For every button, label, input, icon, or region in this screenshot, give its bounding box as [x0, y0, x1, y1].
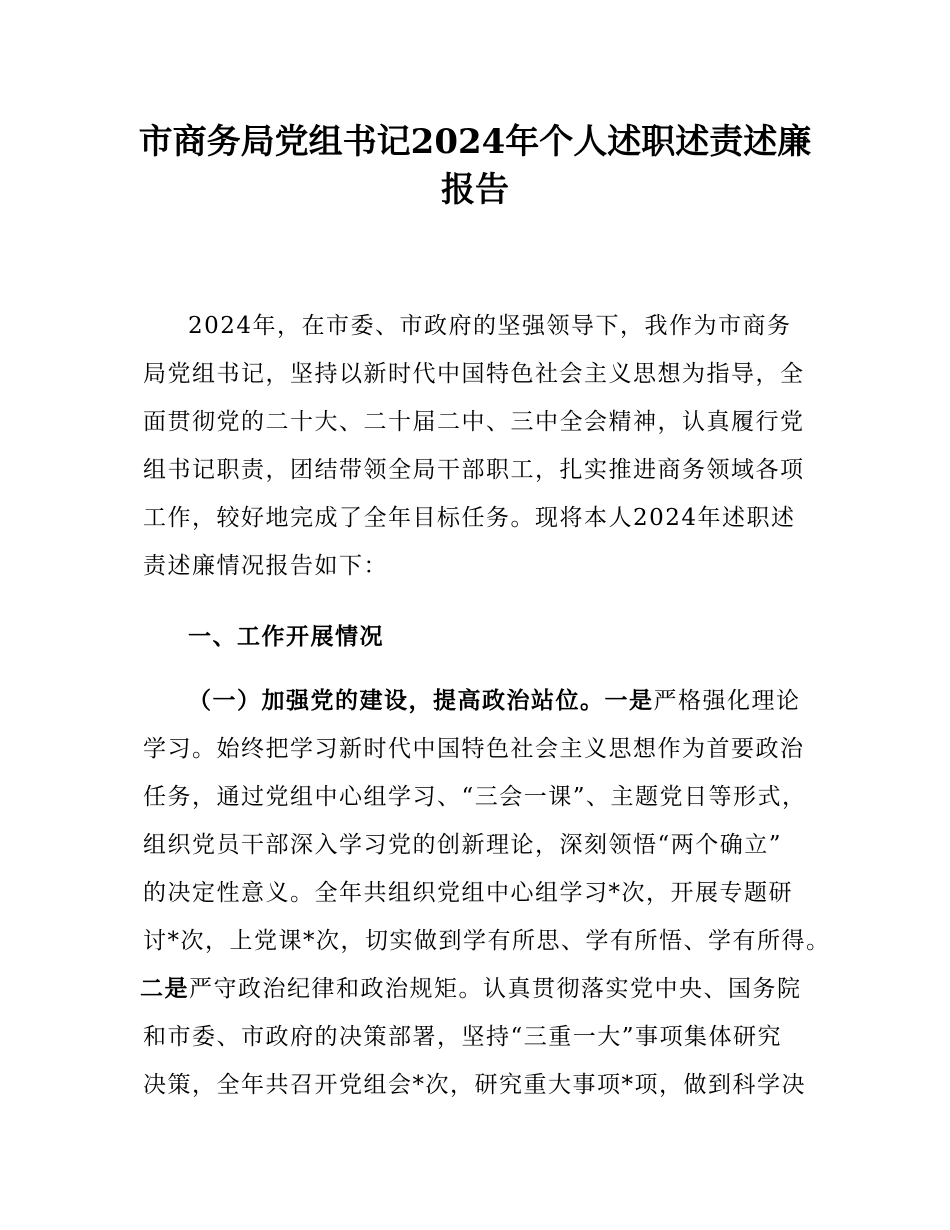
point2-bold-lead: 二是 — [140, 976, 189, 1002]
sub1-line-5: 的决定性意义。全年共组织党组中心组学习*次，开展专题研 — [143, 880, 793, 906]
document-title-line-2: 报告 — [441, 170, 509, 210]
intro-line-5: 工作，较好地完成了全年目标任务。现将本人2024年述职述 — [143, 505, 796, 531]
sub1-line-3: 任务，通过党组中心组学习、“三会一课”、主题党日等形式， — [143, 784, 807, 810]
intro-line-4: 组书记职责，团结带领全局干部职工，扎实推进商务领域各项 — [143, 457, 805, 483]
sub1-line-7 — [140, 974, 802, 1004]
sub1-bold-lead: （一）加强党的建设，提高政治站位。一是 — [188, 688, 654, 714]
intro-line-6: 责述廉情况报告如下： — [143, 553, 388, 579]
intro-line-3: 面贯彻党的二十大、二十届二中、三中全会精神，认真履行党 — [143, 409, 805, 435]
point2-rest: 严守政治纪律和政治规矩。认真贯彻落实党中央、国务院 — [189, 976, 802, 1002]
sub1-line-6: 讨*次，上党课*次，切实做到学有所思、学有所悟、学有所得。 — [143, 928, 831, 954]
sub1-line-9: 决策，全年共召开党组会*次，研究重大事项*项，做到科学决 — [143, 1072, 806, 1098]
sub1-line-4: 组织党员干部深入学习党的创新理论，深刻领悟“两个确立” — [143, 832, 783, 858]
sub1-line-8: 和市委、市政府的决策部署，坚持“三重一大”事项集体研究 — [143, 1024, 783, 1050]
intro-line-2: 局党组书记，坚持以新时代中国特色社会主义思想为指导，全 — [143, 361, 805, 387]
intro-line-1: 2024年，在市委、市政府的坚强领导下，我作为市商务 — [188, 313, 792, 339]
section-heading: 一、工作开展情况 — [188, 624, 384, 650]
sub1-line-2: 学习。始终把学习新时代中国特色社会主义思想作为首要政治 — [143, 736, 805, 762]
sub1-line-1-rest: 严格强化理论 — [653, 688, 801, 714]
sub1-line-1 — [188, 686, 801, 716]
document-title-line-1: 市商务局党组书记2024年个人述职述责述廉 — [138, 122, 812, 162]
